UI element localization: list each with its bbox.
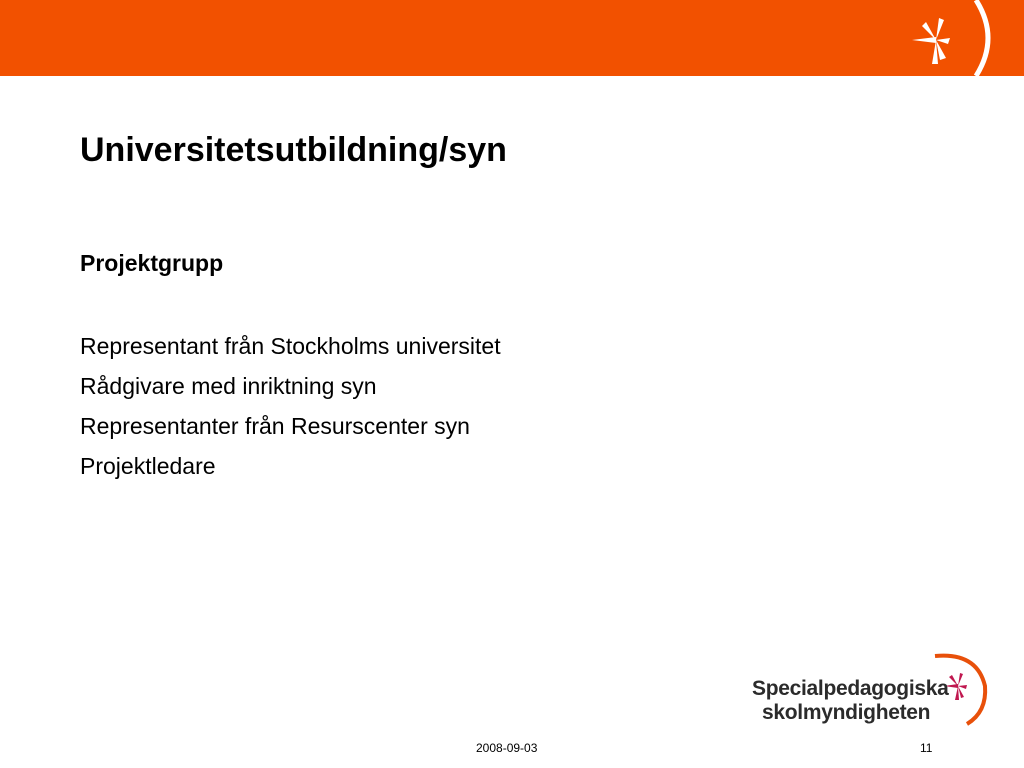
star-burst-icon [880, 0, 1024, 76]
body-list [80, 326, 501, 486]
list-item: Representant från Stockholms universitet [80, 333, 501, 359]
footer-date: 2008-09-03 [476, 741, 538, 755]
slide-title: Universitetsutbildning/syn [80, 131, 507, 169]
slide-subheading: Projektgrupp [80, 250, 224, 276]
logo-text-line2: skolmyndigheten [762, 701, 931, 724]
list-item: Representanter från Resurscenter syn [80, 413, 470, 439]
list-item: Rådgivare med inriktning syn [80, 373, 377, 399]
header-bar [0, 0, 1024, 76]
list-item: Projektledare [80, 453, 216, 479]
page-number: 11 [920, 741, 933, 755]
organization-logo [745, 648, 995, 728]
logo-text-line1: Specialpedagogiska [752, 677, 949, 700]
